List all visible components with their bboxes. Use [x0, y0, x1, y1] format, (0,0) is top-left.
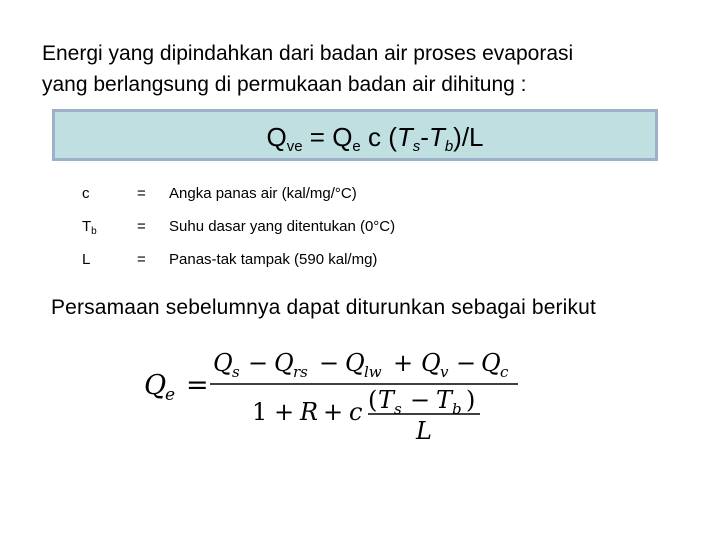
definition-symbol: c: [82, 185, 90, 202]
formula-tail: )/L: [453, 122, 484, 152]
eq-num-q3: Q: [345, 349, 365, 377]
eq-num-q5-sub: c: [500, 363, 509, 381]
heat-balance-equation: [140, 340, 540, 450]
formula-box: [52, 109, 658, 161]
intro-line-2: yang berlangsung di permukaan badan air dihitung :: [42, 73, 527, 96]
definitions-table: [70, 177, 395, 276]
eq-den-t1: T: [378, 386, 395, 414]
formula-tb-sub: b: [444, 138, 454, 155]
definition-text: Panas-tak tampak (590 kal/mg): [169, 251, 378, 268]
eq-den-l: L: [416, 417, 432, 445]
definition-symbol: $T_b$: [82, 218, 97, 237]
eq-den-close-paren: ): [466, 386, 476, 414]
intro-line-1: Energi yang dipindahkan dari badan air proses evaporasi: [42, 42, 574, 65]
eq-den-r: R: [300, 398, 319, 426]
definition-row: [70, 243, 395, 276]
definition-symbol: L: [82, 251, 91, 268]
formula-equals: =: [302, 122, 333, 152]
eq-equals: =: [186, 370, 209, 401]
eq-den-plus1: +: [274, 398, 295, 426]
eq-den-t1-sub: s: [394, 400, 402, 418]
formula-q: Q: [266, 122, 287, 152]
formula-ts: T: [396, 122, 413, 152]
eq-num-q1: Q: [213, 349, 233, 377]
eq-num-q4-sub: v: [440, 363, 449, 381]
eq-den-open-paren: (: [368, 386, 378, 414]
eq-num-plus1: +: [393, 349, 414, 377]
eq-num-q3-sub: lw: [364, 363, 382, 381]
evaporation-formula: [55, 122, 655, 155]
derivation-text: Persamaan sebelumnya dapat diturunkan sebagai berikut: [51, 296, 596, 319]
eq-den-minus: −: [410, 386, 431, 414]
definition-text: Suhu dasar yang ditentukan (0°C): [169, 218, 396, 235]
eq-den-t2-sub: b: [452, 400, 462, 418]
definition-equals: =: [137, 251, 146, 268]
formula-q-sub: ve: [286, 138, 303, 155]
definition-equals: =: [137, 218, 146, 235]
eq-den-t2: T: [436, 386, 453, 414]
definition-equals: =: [137, 185, 146, 202]
formula-qe-sub: e: [352, 138, 361, 155]
formula-c: c (: [360, 122, 397, 152]
eq-den-c: c: [349, 398, 363, 426]
formula-tb: T: [428, 122, 445, 152]
eq-lhs-sub: e: [165, 385, 176, 405]
definition-text: Angka panas air (kal/mg/°C): [169, 185, 357, 202]
eq-num-q2-sub: rs: [293, 363, 308, 381]
eq-num-q1-sub: s: [232, 363, 240, 381]
eq-num-minus2: −: [319, 349, 340, 377]
formula-ts-sub: s: [412, 138, 421, 155]
formula-qe: Q: [332, 122, 353, 152]
definition-row: [70, 210, 395, 243]
formula-dash: -: [420, 122, 429, 152]
intro-text: [42, 38, 682, 100]
eq-den-plus2: +: [323, 398, 344, 426]
eq-num-minus3: −: [456, 349, 477, 377]
eq-num-q2: Q: [274, 349, 294, 377]
definition-row: [70, 177, 395, 210]
eq-num-minus1: −: [248, 349, 269, 377]
eq-num-q5: Q: [481, 349, 501, 377]
eq-den-one: 1: [252, 398, 268, 426]
eq-lhs: Q: [144, 370, 167, 401]
eq-num-q4: Q: [421, 349, 441, 377]
